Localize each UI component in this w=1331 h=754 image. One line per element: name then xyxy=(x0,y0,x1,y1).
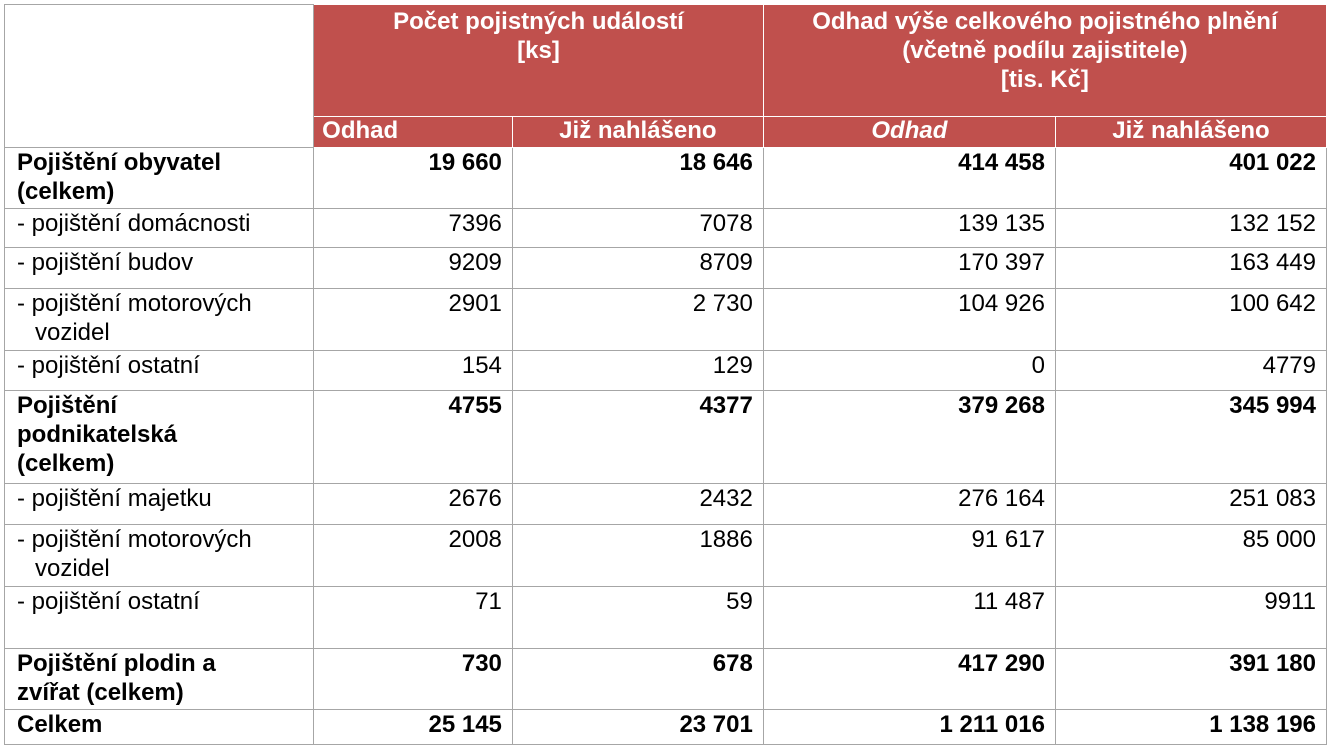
cell-value: 2 730 xyxy=(512,289,763,351)
cell-value: 11 487 xyxy=(763,587,1055,649)
header-col-odhad-amount-label: Odhad xyxy=(871,117,948,144)
row-label-line: (celkem) xyxy=(17,450,115,477)
row-label xyxy=(5,289,314,351)
row-label: - pojištění budov xyxy=(5,248,314,289)
cell-value: 4779 xyxy=(1055,351,1326,391)
cell-value: 19 660 xyxy=(314,148,513,209)
cell-value: 414 458 xyxy=(763,148,1055,209)
row-label-line: Pojištění xyxy=(17,392,118,419)
cell-value: 163 449 xyxy=(1055,248,1326,289)
row-label-line: vozidel xyxy=(35,555,110,582)
row-label xyxy=(5,525,314,587)
cell-value: 9209 xyxy=(314,248,513,289)
cell-value: 91 617 xyxy=(763,525,1055,587)
table-row-total xyxy=(5,710,1327,745)
cell-value: 276 164 xyxy=(763,484,1055,525)
table-row xyxy=(5,248,1327,289)
table-row xyxy=(5,391,1327,484)
table-row xyxy=(5,351,1327,391)
insurance-events-table xyxy=(4,4,1327,745)
row-label-line: podnikatelská xyxy=(17,421,178,448)
cell-value: 71 xyxy=(314,587,513,649)
cell-value: 4377 xyxy=(512,391,763,484)
cell-value: 417 290 xyxy=(763,649,1055,710)
cell-value: 345 994 xyxy=(1055,391,1326,484)
table-row xyxy=(5,484,1327,525)
header-col-nahlaseno: Již nahlášeno xyxy=(512,117,763,148)
corner-cell xyxy=(5,5,314,148)
row-label: - pojištění ostatní xyxy=(5,587,314,649)
cell-value: 18 646 xyxy=(512,148,763,209)
cell-value: 23 701 xyxy=(512,710,763,745)
header-group-amount-unit: [tis. Kč] xyxy=(1000,66,1089,93)
row-label: - pojištění domácnosti xyxy=(5,209,314,248)
cell-value: 2008 xyxy=(314,525,513,587)
header-col-odhad: Odhad xyxy=(314,117,513,148)
header-group-count xyxy=(314,5,764,117)
table-row xyxy=(5,525,1327,587)
row-label: Celkem xyxy=(5,710,314,745)
cell-value: 1 211 016 xyxy=(763,710,1055,745)
row-label-line: vozidel xyxy=(35,319,110,346)
table-row xyxy=(5,289,1327,351)
header-group-amount-subtitle: (včetně podílu zajistitele) xyxy=(902,37,1188,64)
row-label-line: Pojištění obyvatel xyxy=(17,149,222,176)
cell-value: 1886 xyxy=(512,525,763,587)
header-group-count-title: Počet pojistných událostí xyxy=(393,8,684,35)
row-label-line: (celkem) xyxy=(17,178,115,205)
row-label xyxy=(5,649,314,710)
cell-value: 132 152 xyxy=(1055,209,1326,248)
cell-value: 104 926 xyxy=(763,289,1055,351)
header-group-amount-title: Odhad výše celkového pojistného plnění xyxy=(812,8,1278,35)
row-label: - pojištění ostatní xyxy=(5,351,314,391)
header-col-nahlaseno-amount: Již nahlášeno xyxy=(1055,117,1326,148)
table-row xyxy=(5,148,1327,209)
cell-value: 9911 xyxy=(1055,587,1326,649)
header-group-amount xyxy=(763,5,1326,117)
cell-value: 391 180 xyxy=(1055,649,1326,710)
row-label xyxy=(5,391,314,484)
cell-value: 7078 xyxy=(512,209,763,248)
cell-value: 25 145 xyxy=(314,710,513,745)
cell-value: 2432 xyxy=(512,484,763,525)
cell-value: 7396 xyxy=(314,209,513,248)
cell-value: 85 000 xyxy=(1055,525,1326,587)
cell-value: 0 xyxy=(763,351,1055,391)
row-label: - pojištění majetku xyxy=(5,484,314,525)
cell-value: 2676 xyxy=(314,484,513,525)
table-row xyxy=(5,587,1327,649)
cell-value: 379 268 xyxy=(763,391,1055,484)
cell-value: 678 xyxy=(512,649,763,710)
cell-value: 139 135 xyxy=(763,209,1055,248)
row-label-line: zvířat (celkem) xyxy=(17,679,184,706)
cell-value: 4755 xyxy=(314,391,513,484)
cell-value: 8709 xyxy=(512,248,763,289)
row-label-line: - pojištění motorových xyxy=(17,526,252,553)
cell-value: 100 642 xyxy=(1055,289,1326,351)
table-row xyxy=(5,209,1327,248)
cell-value: 59 xyxy=(512,587,763,649)
cell-value: 154 xyxy=(314,351,513,391)
header-col-odhad-amount xyxy=(763,117,1055,148)
row-label-line: - pojištění motorových xyxy=(17,290,252,317)
row-label xyxy=(5,148,314,209)
cell-value: 730 xyxy=(314,649,513,710)
cell-value: 2901 xyxy=(314,289,513,351)
cell-value: 170 397 xyxy=(763,248,1055,289)
header-group-count-unit: [ks] xyxy=(517,37,560,64)
cell-value: 129 xyxy=(512,351,763,391)
table-row xyxy=(5,649,1327,710)
cell-value: 1 138 196 xyxy=(1055,710,1326,745)
cell-value: 401 022 xyxy=(1055,148,1326,209)
cell-value: 251 083 xyxy=(1055,484,1326,525)
row-label-line: Pojištění plodin a xyxy=(17,650,216,677)
